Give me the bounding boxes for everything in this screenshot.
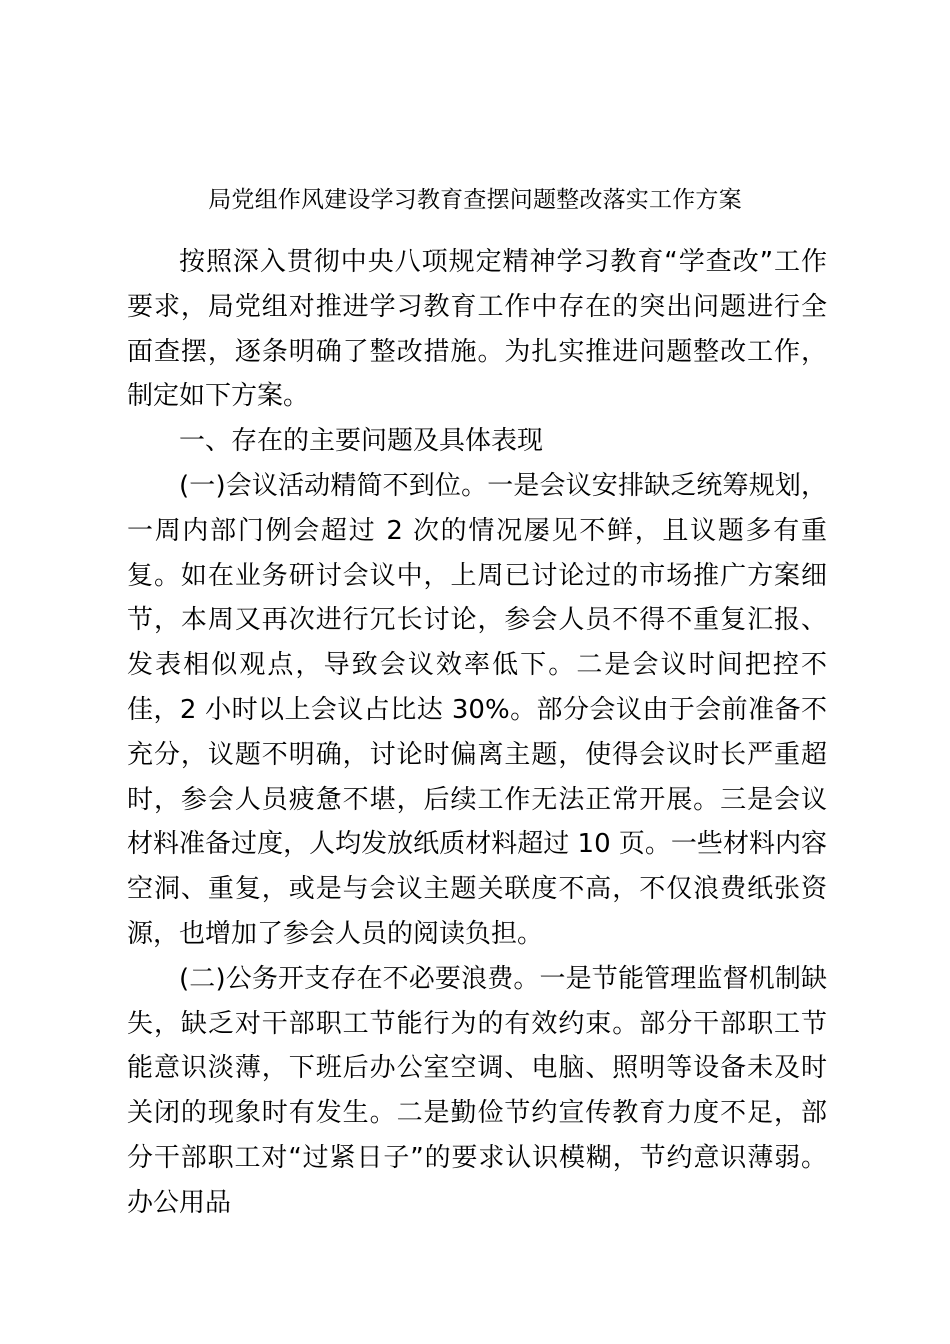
document-title: 局党组作风建设学习教育查摆问题整改落实工作方案 <box>208 187 742 213</box>
section-heading-problems: 一、存在的主要问题及具体表现 <box>179 426 544 457</box>
paragraph-meetings: (一)会议活动精简不到位。一是会议安排缺乏统筹规划，一周内部门例会超过 2 次的情况屡见不鲜，且议题多有重复。如在业务研讨会议中，上周已讨论过的市场推广方案细节，本周又再次进行冗长讨论，参会人员不得不重复汇报、发表相似观点，导致会议效率低下。二是会议时间把控不佳，2 小时以上会议占比达 30%。部分会议由于会前准备不充分，议题不明确，讨论时偏离主题，使得会议时长严重超时，参会人员疲惫不堪，后续工作无法正常开展。三是会议材料准备过度，人均发放纸质材料超过 10 页。一些材料内容空洞、重复，或是与会议主题关联度不高，不仅浪费纸张资源，也增加了参会人员的阅读负担。 <box>127 470 827 949</box>
intro-paragraph: 按照深入贯彻中央八项规定精神学习教育“学查改”工作要求，局党组对推进学习教育工作中存在的突出问题进行全面查摆，逐条明确了整改措施。为扎实推进问题整改工作，制定如下方案。 <box>127 247 827 412</box>
document-body <box>127 240 827 1226</box>
paragraph-expenses: (二)公务开支存在不必要浪费。一是节能管理监督机制缺失，缺乏对干部职工节能行为的有效约束。部分干部职工节能意识淡薄，下班后办公室空调、电脑、照明等设备未及时关闭的现象时有发生。二是勤俭节约宣传教育力度不足，部分干部职工对“过紧日子”的要求认识模糊，节约意识薄弱。办公用品 <box>127 963 827 1218</box>
